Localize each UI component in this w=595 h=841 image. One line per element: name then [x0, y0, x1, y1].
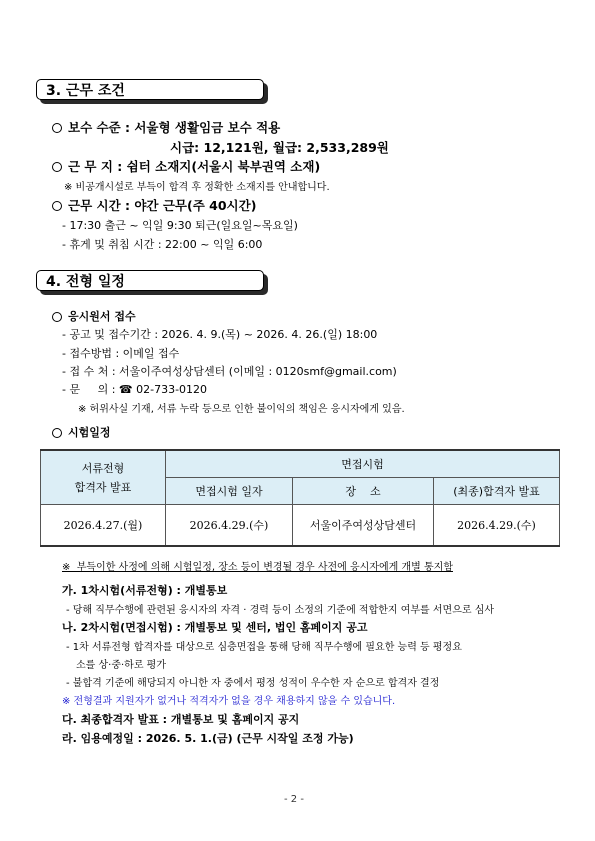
table-cell: 2026.4.29.(수) [434, 505, 560, 547]
phone-icon: ☎ [118, 383, 137, 396]
na-item-1b: 소를 상·중·하로 평가 [76, 660, 166, 671]
apply-contact-phone: 02-733-0120 [136, 383, 208, 396]
blue-note: ※ 전형결과 지원자가 없거나 적격자가 없을 경우 채용하지 않을 수 있습니다. [62, 696, 396, 707]
schedule-table [40, 449, 560, 547]
table-cell: 2026.4.29.(수) [166, 505, 293, 547]
da-title: 다. 최종합격자 발표 : 개별통보 및 홈페이지 공지 [62, 713, 300, 726]
section-3-title: 3. 근무 조건 [46, 83, 125, 99]
apply-method: - 접수방법 : 이메일 접수 [62, 347, 180, 360]
ga-title: 가. 1차시험(서류전형) : 개별통보 [62, 584, 228, 597]
page-number: - 2 - [284, 794, 304, 805]
section-4-header [36, 270, 268, 295]
location-note: ※ 비공개시설로 부득이 합격 후 정확한 소재지를 안내합니다. [64, 182, 330, 193]
hours-label: 근무 시간 : 야간 근무(주 40시간) [68, 198, 257, 213]
table-cell: 2026.4.27.(월) [41, 505, 166, 547]
table-row [41, 505, 560, 547]
circle-bullet-icon [52, 123, 62, 133]
circle-bullet-icon [52, 162, 62, 172]
na-item-1a: - 1차 서류전형 합격자를 대상으로 심층면접을 통해 당해 직무수행에 필요한 능력 등 평정요 [66, 642, 462, 653]
table-header-document: 서류전형 합격자 발표 [41, 450, 166, 505]
table-header-interview: 면접시험 [166, 450, 560, 478]
table-subheader-result: (최종)합격자 발표 [434, 478, 560, 505]
apply-note: ※ 허위사실 기재, 서류 누락 등으로 인한 불이익의 책임은 응시자에게 있음. [78, 404, 405, 415]
na-item-2: - 불합격 기준에 해당되지 아니한 자 중에서 평정 성적이 우수한 자 순으로 합격자 결정 [66, 678, 440, 689]
table-cell: 서울이주여성상담센터 [293, 505, 434, 547]
apply-label: 응시원서 접수 [68, 310, 136, 323]
circle-bullet-icon [52, 428, 62, 438]
circle-bullet-icon [52, 201, 62, 211]
hours-item-1: - 17:30 출근 ~ 익일 9:30 퇴근(일요일~목요일) [62, 219, 298, 232]
apply-contact [62, 381, 207, 397]
table-subheader-date: 면접시험 일자 [166, 478, 293, 505]
schedule-label: 시험일정 [68, 426, 111, 439]
apply-where: - 접 수 처 : 서울이주여성상담센터 (이메일 : 0120smf@gmail.com) [62, 365, 397, 378]
apply-period: - 공고 및 접수기간 : 2026. 4. 9.(목) ~ 2026. 4. 26.(일) 18:00 [62, 328, 378, 341]
table-subheader-place: 장 소 [293, 478, 434, 505]
location-label: 근 무 지 : 쉼터 소재지(서울시 북부권역 소재) [68, 159, 321, 174]
apply-contact-prefix: - 문 의 : [62, 383, 119, 396]
ga-item: - 당해 직무수행에 관련된 응시자의 자격 · 경력 등이 소정의 기준에 적합한지 여부를 서면으로 심사 [66, 605, 495, 616]
section-3-header [36, 79, 268, 104]
table-note: ※ 부득이한 사정에 의해 시험일정, 장소 등이 변경될 경우 사전에 응시자에게 개별 통지함 [62, 562, 453, 573]
circle-bullet-icon [52, 312, 62, 322]
hours-item-2: - 휴게 및 취침 시간 : 22:00 ~ 익일 6:00 [62, 238, 263, 251]
pay-label: 보수 수준 : 서울형 생활임금 보수 적용 [68, 120, 281, 135]
pay-amount: 시급: 12,121원, 월급: 2,533,289원 [170, 140, 389, 155]
section-4-title: 4. 전형 일정 [46, 274, 125, 290]
ra-title: 라. 임용예정일 : 2026. 5. 1.(금) (근무 시작일 조정 가능) [62, 732, 354, 745]
na-title: 나. 2차시험(면접시험) : 개별통보 및 센터, 법인 홈페이지 공고 [62, 621, 368, 634]
